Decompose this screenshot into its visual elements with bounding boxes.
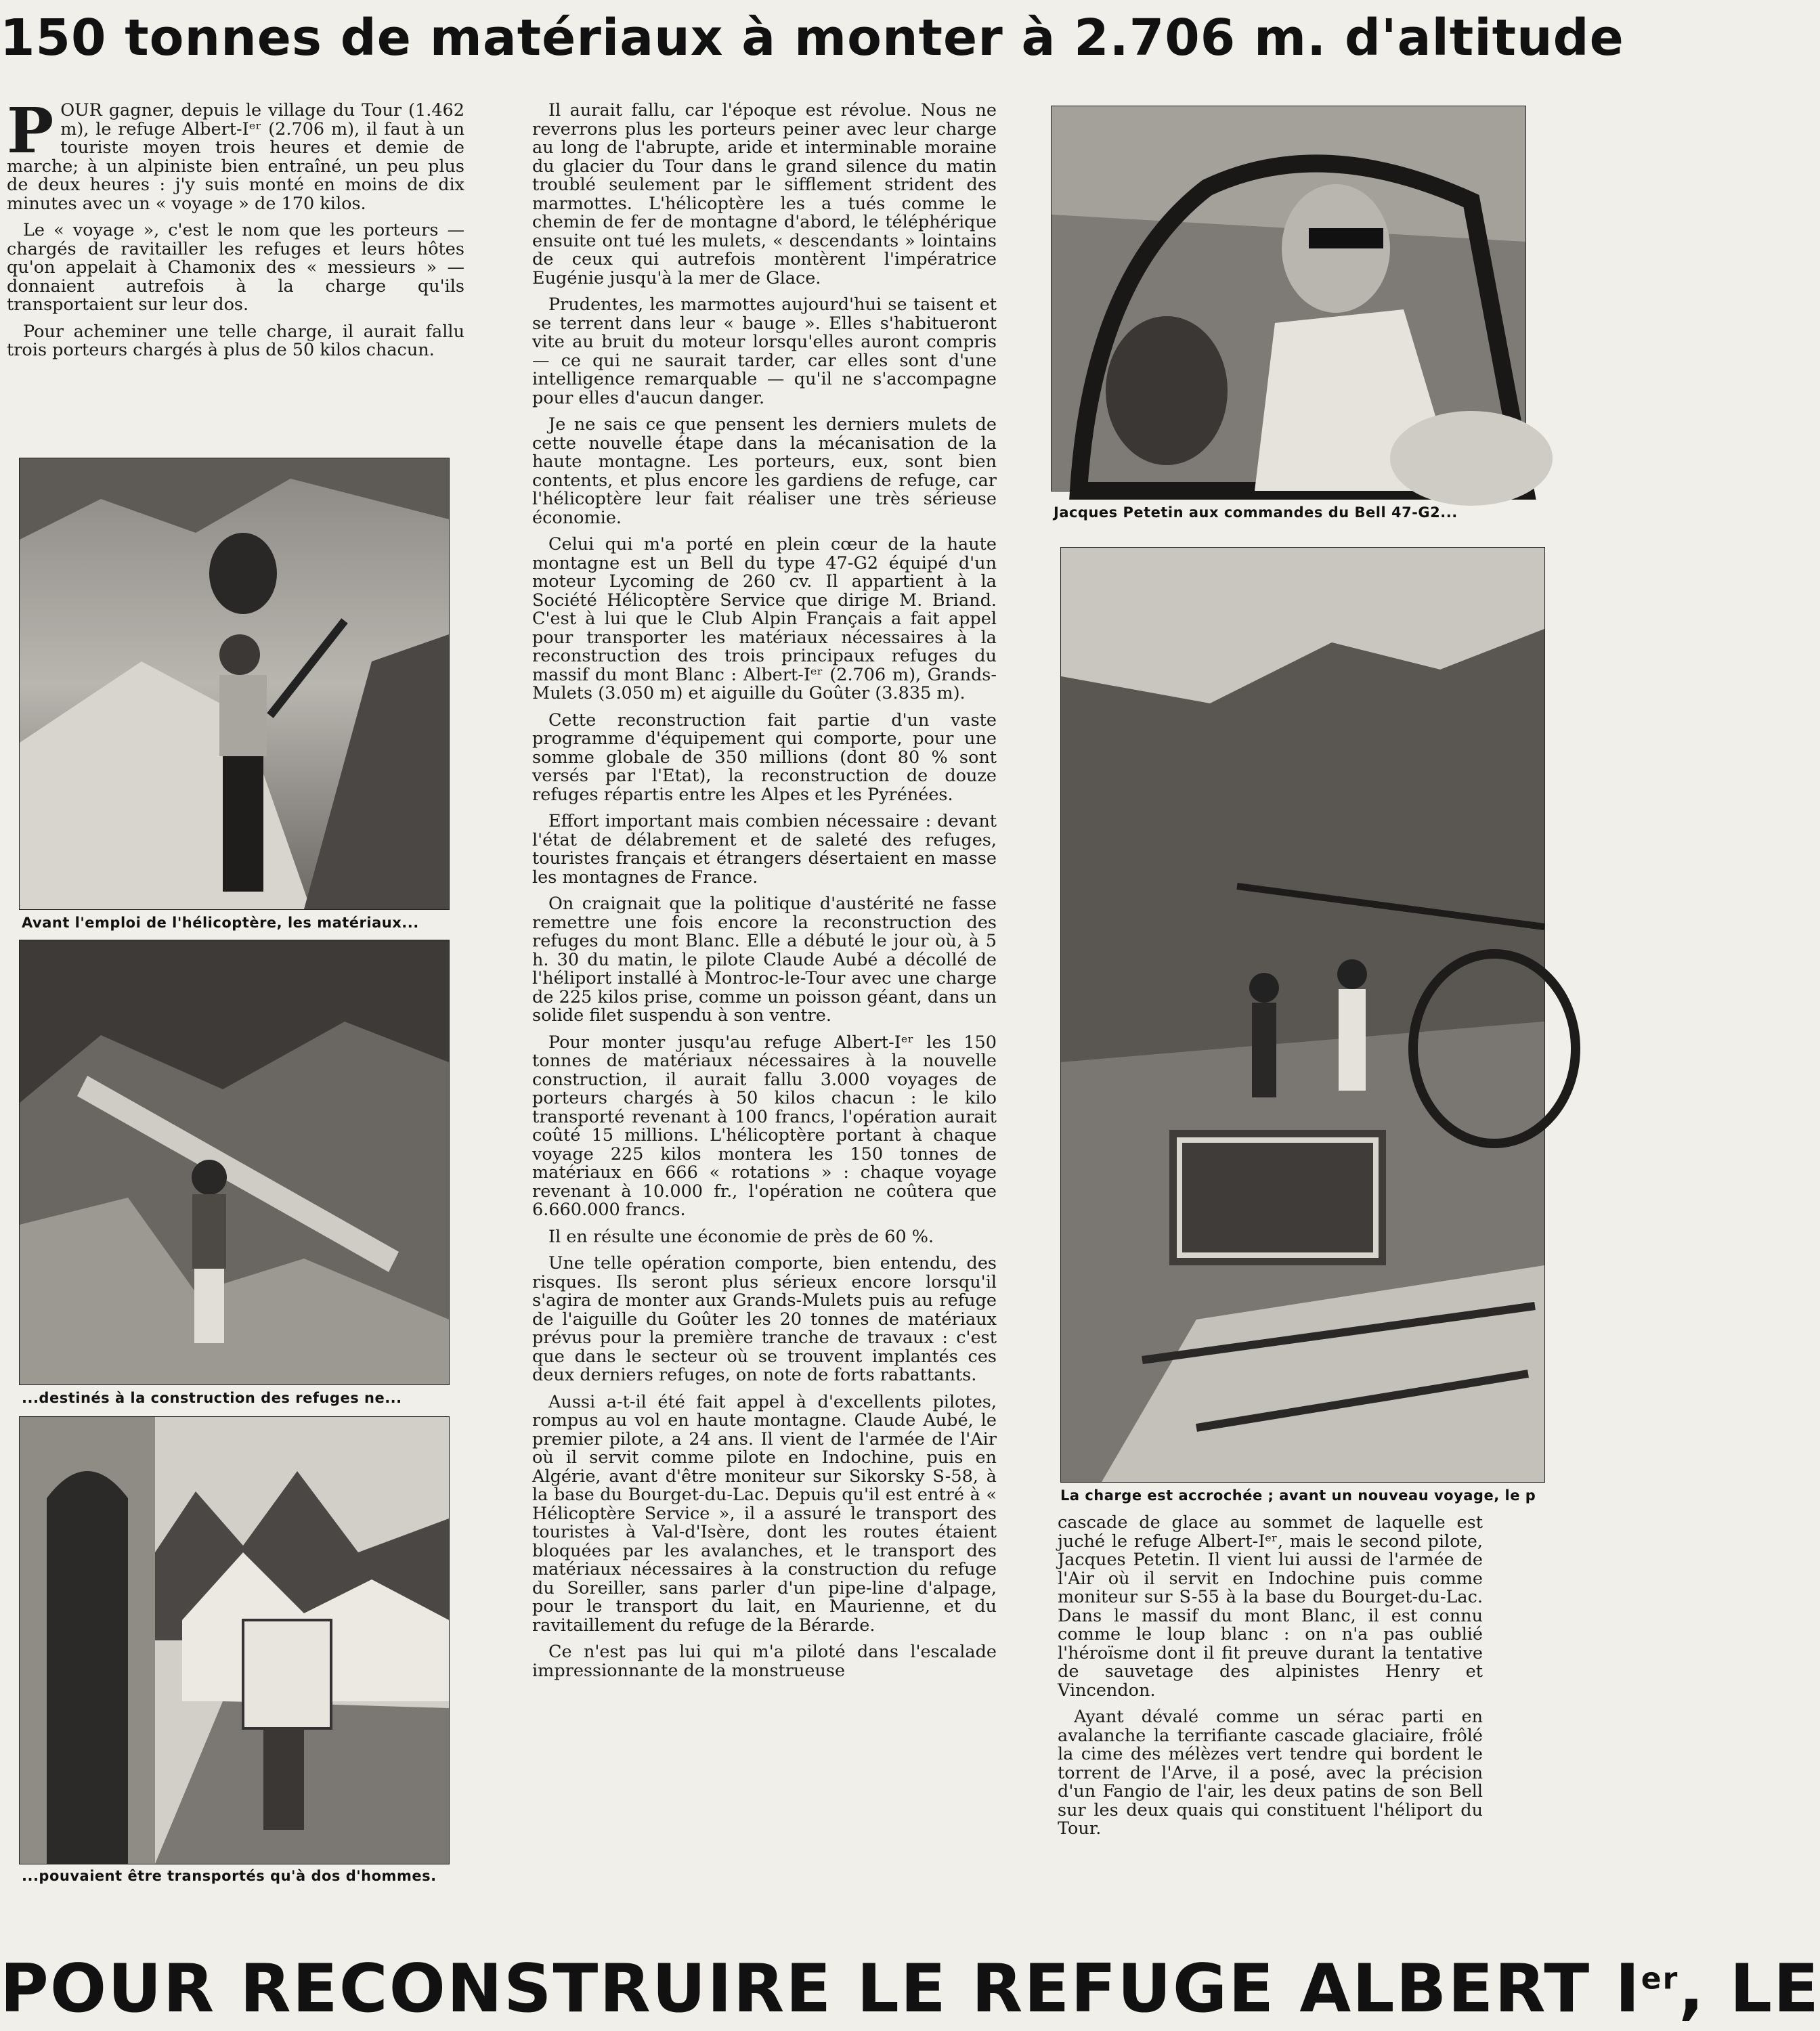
paragraph: Il en résulte une économie de près de 60 %.: [548, 1226, 934, 1247]
paragraph: cascade de glace au sommet de laquelle est juché le refuge Albert-Iᵉʳ, mais le second pilote, Jacques Petetin. Il vient lui aussi de l'armée de l'Air où il servit en Indochine puis comme moniteur sur S-55 à la base du Bourget-du-Lac. Dans le massif du mont Blanc, il est connu comme le loup blanc : on n'a pas oublié l'héroïsme dont il fit preuve durant la tentative de sauvetage des alpinistes Henry et Vincendon.: [1058, 1512, 1483, 1701]
bottom-headline-tail: , LE: [1678, 1950, 1820, 2028]
photo-porter-trail: [19, 458, 450, 910]
photo-porter-refuge: [19, 1416, 450, 1864]
paragraph: Effort important mais combien nécessaire : devant l'état de délabrement et de saleté des refuges, touristes français et étrangers désertaient en masse les montagnes de France.: [532, 811, 997, 888]
headline: 150 tonnes de matériaux à monter à 2.706 m. d'altitude: [0, 9, 1624, 67]
bottom-headline-text: POUR RECONSTRUIRE LE REFUGE ALBERT I: [0, 1950, 1641, 2028]
photo-caption: Avant l'emploi de l'hélicoptère, les matériaux...: [22, 915, 419, 931]
paragraph: Je ne sais ce que pensent les derniers mulets de cette nouvelle étape dans la mécanisation de la haute montagne. Les porteurs, eux, sont bien contents, et plus encore les gardiens de refuge, car l'hélicoptère leur fait réaliser une très sérieuse économie.: [532, 414, 997, 528]
paragraph: Ce n'est pas lui qui m'a piloté dans l'escalade impressionnante de la monstrueuse: [532, 1642, 997, 1681]
paragraph: Il aurait fallu, car l'époque est révolue. Nous ne reverrons plus les porteurs peiner avec leur charge au long de l'abrupte, aride et interminable moraine du glacier du Tour dans le grand silence du matin troublé seulement par le sifflement strident des marmottes. L'hélicoptère les a tués comme le chemin de fer de montagne d'abord, le téléphérique ensuite ont tué les mulets, « descendants » lointains de ceux qui autrefois montèrent l'impératrice Eugénie jusqu'à la mer de Glace.: [532, 100, 997, 288]
paragraph: Ayant dévalé comme un sérac parti en avalanche la terrifiante cascade glaciaire, frôlé la cime des mélèzes vert tendre qui bordent le torrent de l'Arve, il a posé, avec la précision d'un Fangio de l'air, les deux patins de son Bell sur les deux quais qui constituent l'héliport du Tour.: [1058, 1707, 1483, 1839]
paragraph: Celui qui m'a porté en plein cœur de la haute montagne est un Bell du type 47-G2 équipé d'un moteur Lycoming de 260 cv. Il appartient à la Société Hélicoptère Service que dirige M. Briand. C'est à lui que le Club Alpin Français a fait appel pour transporter les matériaux nécessaires à la reconstruction des trois principaux refuges du massif du mont Blanc : Albert-Iᵉʳ (2.706 m), Grands-Mulets (3.050 m) et aiguille du Goûter (3.835 m).: [532, 534, 997, 703]
photo-caption: ...pouvaient être transportés qu'à dos d'hommes.: [22, 1868, 437, 1884]
paragraph: Le « voyage », c'est le nom que les porteurs — chargés de ravitailler les refuges et leurs hôtes qu'on appelait à Chamonix des « messieurs » — donnaient autrefois à la charge qu'ils transportaient sur leur dos.: [7, 220, 464, 315]
bottom-headline: [0, 1947, 1820, 2031]
bottom-headline-superscript: er: [1641, 1961, 1679, 1996]
paragraph: Cette reconstruction fait partie d'un vaste programme d'équipement qui comporte, pour une somme globale de 350 millions (dont 80 % sont versés par l'Etat), la reconstruction de douze refuges répartis entre les Alpes et les Pyrénées.: [532, 709, 997, 805]
photo-helicopter-loading: [1060, 547, 1545, 1483]
photo-pilot-cockpit: [1051, 106, 1526, 492]
drop-cap: P: [7, 94, 54, 167]
photo-porter-beams: [19, 940, 450, 1385]
paragraph: Prudentes, les marmottes aujourd'hui se taisent et se terrent dans leur « bauge ». Elles s'habitueront vite au bruit du moteur lorsqu'elles auront compris — ce qui ne saurait tarder, car elles sont d'une intelligence remarquable — qu'il ne s'accompagne pour elles d'aucun danger.: [532, 294, 997, 408]
photo-caption: ...destinés à la construction des refuges ne...: [22, 1390, 402, 1406]
article-column-1: [7, 94, 464, 368]
photo-caption: Jacques Petetin aux commandes du Bell 47-G2...: [1054, 504, 1458, 521]
paragraph: Pour monter jusqu'au refuge Albert-Iᵉʳ les 150 tonnes de matériaux nécessaires à la nouvelle construction, il aurait fallu 3.000 voyages de porteurs chargés à 50 kilos chacun : le kilo transporté revenant à 100 francs, l'opération aurait coûté 15 millions. L'hélicoptère portant à chaque voyage 225 kilos montera les 150 tonnes de matériaux en 666 « rotations » : chaque voyage revenant à 10.000 fr., l'opération ne coûtera que 6.660.000 francs.: [532, 1032, 997, 1220]
paragraph: Aussi a-t-il été fait appel à d'excellents pilotes, rompus au vol en haute montagne. Claude Aubé, le premier pilote, a 24 ans. Il vient de l'armée de l'Air où il servit comme pilote en Indochine, puis en Algérie, avant d'être moniteur sur Sikorsky S-58, à la base du Bourget-du-Lac. Depuis qu'il est entré à « Hélicoptère Service », il a assuré le transport des touristes à Val-d'Isère, dont les routes étaient bloquées par les avalanches, et le transport des matériaux nécessaires à la construction du refuge du Soreiller, sans parler d'un pipe-line d'alpage, pour le transport du lait, en Maurienne, et du ravitaillement du refuge de la Bérarde.: [532, 1391, 997, 1636]
paragraph: On craignait que la politique d'austérité ne fasse remettre une fois encore la reconstruction des refuges du mont Blanc. Elle a débuté le jour où, à 5 h. 30 du matin, le pilote Claude Aubé a décollé de l'héliport installé à Montroc-le-Tour avec une charge de 225 kilos prise, comme un poisson géant, dans un solide filet suspendu à son ventre.: [532, 894, 997, 1026]
paragraph: Une telle opération comporte, bien entendu, des risques. Ils seront plus sérieux encore lorsqu'il s'agira de monter aux Grands-Mulets puis au refuge de l'aiguille du Goûter les 20 tonnes de matériaux prévus pour la première tranche de travaux : c'est que dans le secteur où se trouvent implantés ces deux derniers refuges, on note de forts rabattants.: [532, 1253, 997, 1385]
paragraph: OUR gagner, depuis le village du Tour (1.462 m), le refuge Albert-Iᵉʳ (2.706 m), il faut à un touriste moyen trois heures et demie de marche; à un alpiniste bien entraîné, un peu plus de deux heures : j'y suis monté en moins de dix minutes avec un « voyage » de 170 kilos.: [7, 100, 464, 214]
article-column-2: [532, 102, 997, 1688]
paragraph: Pour acheminer une telle charge, il aurait fallu trois porteurs chargés à plus de 50 kilos chacun.: [7, 321, 464, 360]
photo-caption: La charge est accrochée ; avant un nouveau voyage, le p: [1060, 1487, 1536, 1504]
article-column-3: [1058, 1514, 1483, 1847]
